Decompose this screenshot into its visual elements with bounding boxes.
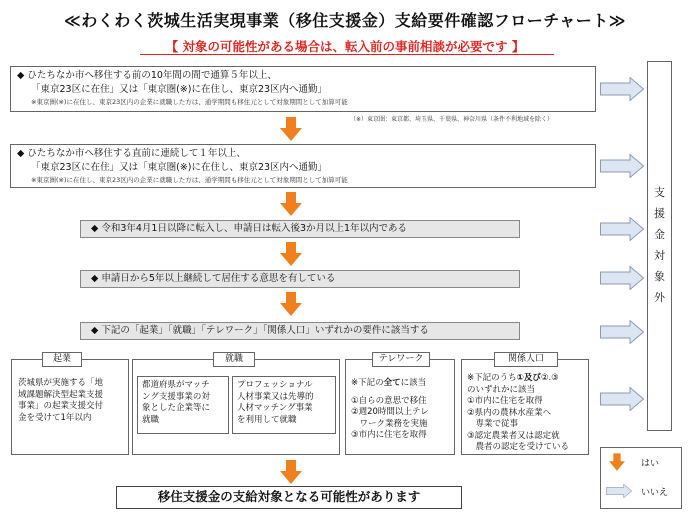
yes-arrow-down-1 <box>280 117 302 141</box>
condition-5-text: ◆ 下記の「起業」「就職」「テレワーク」「関係人口」いずれかの要件に該当する <box>91 325 429 336</box>
category-telework-label: テレワーク <box>372 352 430 367</box>
no-arrow-right-2 <box>600 154 644 178</box>
category-kigyo-label: 起業 <box>42 352 82 367</box>
shushoku-matching-box: 都道府県がマッチ ング支援事業の対 象とした企業等に 就職 <box>137 376 229 434</box>
category-kankei-text: ※下記のうち①及び②.③ のいずれかに該当 ①市内に住宅を取得 ②県内の農林水産業へ 専業で従事 ③認定農業者又は認定就 農者の認定を受けている <box>467 373 570 452</box>
condition-2-line-2: 「東京23区に在住」又は「東京圏(※)に在住し、東京23区内へ通勤」 <box>31 162 328 173</box>
category-kankei-box <box>461 354 589 455</box>
condition-box-5 <box>80 322 520 340</box>
category-telework-box <box>345 354 455 455</box>
legend-yes-label: はい <box>641 459 660 469</box>
no-arrow-right-3 <box>600 217 644 241</box>
condition-box-1 <box>10 66 596 112</box>
condition-box-4 <box>80 270 520 288</box>
category-shushoku-box <box>132 354 340 455</box>
not-eligible-label: 支 援 金 対 象 外 <box>654 186 665 304</box>
category-kankei-label: 関係人口 <box>494 352 558 367</box>
condition-1-line-2: 「東京23区に在住」又は「東京圏(※)に在住し、東京23区内へ通勤」 <box>31 84 328 95</box>
page-title: ≪わくわく茨城生活実現事業（移住支援金）支給要件確認フローチャート≫ <box>63 11 627 30</box>
category-kigyo-text: 茨城県が実施する「地 域課題解決型起業支援 事業」の起業支援交付 金を受けて1年以内 <box>18 378 104 423</box>
condition-4-text: ◆ 申請日から5年以上継続して居住する意思を有している <box>91 273 336 284</box>
legend-no-label: いいえ <box>641 488 669 498</box>
subtitle: 【 対象の可能性がある場合は、転入前の事前相談が必要です 】 <box>165 39 525 54</box>
legend <box>600 447 682 509</box>
category-shushoku-label: 就職 <box>213 352 255 367</box>
yes-arrow-down-4 <box>280 292 302 316</box>
not-eligible-box <box>647 61 672 431</box>
no-arrow-right-4 <box>600 266 644 290</box>
condition-box-3 <box>80 220 520 238</box>
no-arrow-right-5 <box>600 320 644 344</box>
condition-box-2 <box>10 144 596 188</box>
tokyo-area-footnote: （※）東京圏：東京都、埼玉県、千葉県、神奈川県（条件不利地域を除く） <box>350 116 554 123</box>
yes-arrow-down-5 <box>280 460 302 484</box>
result-box: 移住支援金の支給対象となる可能性があります <box>116 486 462 509</box>
yes-arrow-down-3 <box>280 242 302 266</box>
legend-yes-arrow-icon <box>609 452 625 472</box>
no-arrow-right-6 <box>600 387 644 411</box>
subtitle-underline <box>140 54 554 55</box>
condition-3-text: ◆ 令和3年4月1日以降に転入し、申請日は転入後3か月以上1年以内である <box>91 223 408 234</box>
condition-1-note: ※東京圏(※)に在住し、東京23区内の企業に就職した方は、通学期間も移住元として対象期間として加算可能 <box>31 98 348 106</box>
category-kigyo-box <box>11 354 129 455</box>
no-arrow-right-1 <box>600 77 644 101</box>
category-telework-text: ※下記の全てに該当 ①自らの意思で移住 ②週20時間以上テレ ワーク業務を実施 ③市内に住宅を取得 <box>351 378 429 440</box>
yes-arrow-down-2 <box>280 192 302 216</box>
condition-1-line-1: ◆ ひたちなか市へ移住する前の10年間の間で通算５年以上、 <box>17 70 277 81</box>
shushoku-professional-box: プロフェッショナル 人材事業又は先導的 人材マッチング事業 を利用して就職 <box>232 376 336 434</box>
legend-no-arrow-icon <box>606 483 632 499</box>
condition-2-line-1: ◆ ひたちなか市へ移住する直前に連続して１年以上、 <box>17 148 246 159</box>
condition-2-note: ※東京圏(※)に在住し、東京23区内の企業に就職した方は、通学期間も移住元として対象期間として加算可能 <box>31 176 348 184</box>
